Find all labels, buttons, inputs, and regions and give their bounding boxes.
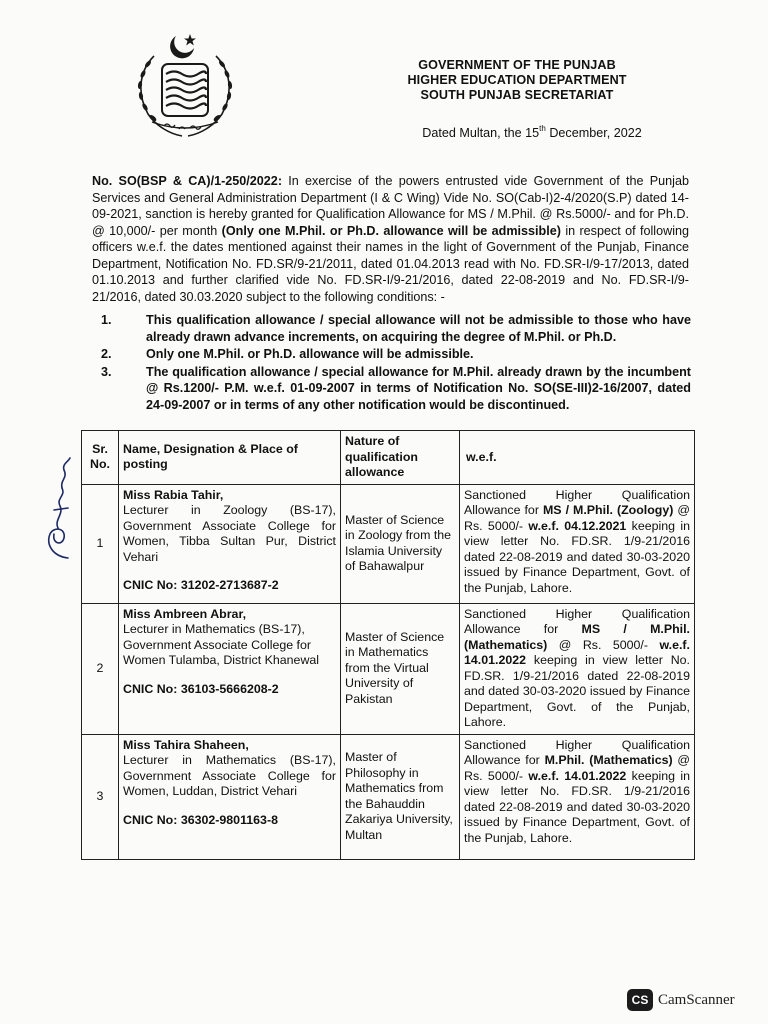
officer-cnic: CNIC No: 31202-2713687-2 <box>123 578 279 592</box>
table-row <box>82 603 695 734</box>
header-line-secretariat: SOUTH PUNJAB SECRETARIAT <box>420 88 614 102</box>
paragraph-text-a: In exercise of the powers entrusted vide Government of the Punjab Services and General Administration Department (I & C Wing) Vide No. SO(Cab-I)2-4/2020(S.P) dated 14-09-2021, sanction is hereby granted for Qualification Allowance for MS / M.Phil. @ Rs.5000/- and for Ph.D. @ 10,000/- per month <box>92 174 689 238</box>
cell-nature: Master of Science in Zoology from the Islamia University of Bahawalpur <box>341 484 460 603</box>
letterhead <box>392 58 642 103</box>
cell-nature: Master of Science in Mathematics from the Virtual University of Pakistan <box>341 603 460 734</box>
condition-number: 3. <box>101 364 112 379</box>
paragraph-text-c: in respect of following officers w.e.f. the dates mentioned against their names in the light of Government of the Punjab, Finance Department, Notification No. FD.SR/9-21/2011, dated 01.04.2013 read with No. FD.SR-I/9-17/2013, dated 01.10.2013 and further clarified vide No. FD.SR-I/9-21/2016, dated 22-08-2019 and No. FD.SR-I/9-21/2016, dated 30.03.2020 subject to the following conditions: - <box>92 223 690 304</box>
condition-item <box>101 312 691 345</box>
wef-reference: keeping in view letter No. FD.SR. 1/9-21/2016 dated 22-08-2019 and dated 30-03-2020 issued by Finance Department, Govt. of the Punjab, Lahore. <box>464 768 691 845</box>
cell-sr: 3 <box>82 734 119 859</box>
header-sr-no: Sr. No. <box>82 431 119 485</box>
cell-wef <box>460 603 695 734</box>
cell-wef <box>460 734 695 859</box>
header-nature: Nature of qualification allowance <box>341 431 460 485</box>
date-superscript: th <box>539 124 546 133</box>
conditions-list <box>101 312 691 414</box>
wef-amount: @ Rs. 5000/- <box>547 637 660 652</box>
table-row <box>82 734 695 859</box>
wef-amount: @ Rs. 5000/- <box>464 753 690 783</box>
cell-name <box>119 734 341 859</box>
header-wef: w.e.f. <box>460 431 695 485</box>
wef-reference: keeping in view letter No. FD.SR. 1/9-21/2016 dated 22-08-2019 and dated 30-03-2020 issued by Finance Department, Govt. of the Punjab, Lahore. <box>464 653 690 729</box>
header-name: Name, Designation & Place of posting <box>119 431 341 485</box>
officer-name: Miss Ambreen Abrar, <box>123 606 247 621</box>
date-prefix: Dated Multan, the 15 <box>422 126 540 140</box>
cell-name <box>119 484 341 603</box>
wef-degree: MS / M.Phil. (Zoology) <box>542 503 674 517</box>
wef-date: w.e.f. 14.01.2022 <box>528 768 627 783</box>
sanction-paragraph <box>92 173 689 305</box>
handwritten-signature-icon <box>38 448 78 566</box>
officer-name: Miss Rabia Tahir, <box>123 487 224 502</box>
officer-name: Miss Tahira Shaheen, <box>123 737 249 752</box>
wef-text: Sanctioned Higher Qualification Allowance for <box>464 737 690 767</box>
officer-designation: Lecturer in Mathematics (BS-17), Government Associate College for Women, Luddan, District Vehari <box>123 753 336 798</box>
wef-amount: @ Rs. 5000/- <box>464 503 690 533</box>
date-suffix: December, 2022 <box>545 126 642 140</box>
officer-designation: Lecturer in Mathematics (BS-17), Government Associate College for Women Tulamba, District Khanewal <box>123 622 320 667</box>
government-emblem-icon <box>124 30 246 140</box>
condition-text: This qualification allowance / special allowance will not be admissible to those who have already drawn advance increments, on acquiring the degree of M.Phil. or Ph.D. <box>146 313 691 344</box>
camscanner-logo-icon: CS <box>627 989 653 1011</box>
officer-cnic: CNIC No: 36103-5666208-2 <box>123 681 279 696</box>
header-line-government: GOVERNMENT OF THE PUNJAB <box>418 58 616 72</box>
condition-number: 2. <box>101 347 112 361</box>
wef-date: w.e.f. 04.12.2021 <box>528 518 627 533</box>
officer-designation: Lecturer in Zoology (BS-17), Government Associate College for Women, Tibba Sultan Pur, District Vehari <box>123 503 336 564</box>
table-row <box>82 484 695 603</box>
cell-wef <box>460 484 695 603</box>
wef-date: w.e.f. 14.01.2022 <box>464 637 690 667</box>
camscanner-watermark <box>627 986 735 1014</box>
wef-text: Sanctioned Higher Qualification Allowance for <box>464 487 690 517</box>
wef-reference: keeping in view letter No. FD.SR. 1/9-21/2016 dated 22-08-2019 and dated 30-03-2020 issued by Finance Department, Govt. of the Punjab, Lahore. <box>464 518 691 595</box>
cell-name <box>119 603 341 734</box>
wef-degree: M.Phil. (Mathematics) <box>544 753 673 767</box>
camscanner-label: CamScanner <box>658 991 735 1008</box>
paragraph-bold-note: (Only one M.Phil. or Ph.D. allowance will be admissible) <box>221 223 561 238</box>
condition-text: The qualification allowance / special allowance for M.Phil. already drawn by the incumbent @ Rs.1200/- P.M. w.e.f. 01-09-2007 in terms of Notification No. SO(SE-III)2-16/2007, dated 24-09-2007 or in terms of any other notification would be discontinued. <box>146 364 691 412</box>
cell-sr: 2 <box>82 603 119 734</box>
wef-text: Sanctioned Higher Qualification Allowance for <box>464 606 690 636</box>
cell-nature: Master of Philosophy in Mathematics from the Bahauddin Zakariya University, Multan <box>341 734 460 859</box>
condition-number: 1. <box>101 313 112 327</box>
cell-sr: 1 <box>82 484 119 603</box>
header-line-department: HIGHER EDUCATION DEPARTMENT <box>407 73 627 87</box>
condition-item <box>101 346 691 363</box>
condition-text: Only one M.Phil. or Ph.D. allowance will be admissible. <box>146 347 474 361</box>
allowance-table <box>81 430 695 860</box>
date-line <box>412 126 652 140</box>
wef-degree: MS / M.Phil. (Mathematics) <box>464 622 691 652</box>
table-header-row <box>82 431 695 485</box>
officer-cnic: CNIC No: 36302-9801163-8 <box>123 812 278 827</box>
condition-item <box>101 364 691 414</box>
reference-number: No. SO(BSP & CA)/1-250/2022: <box>92 174 283 188</box>
